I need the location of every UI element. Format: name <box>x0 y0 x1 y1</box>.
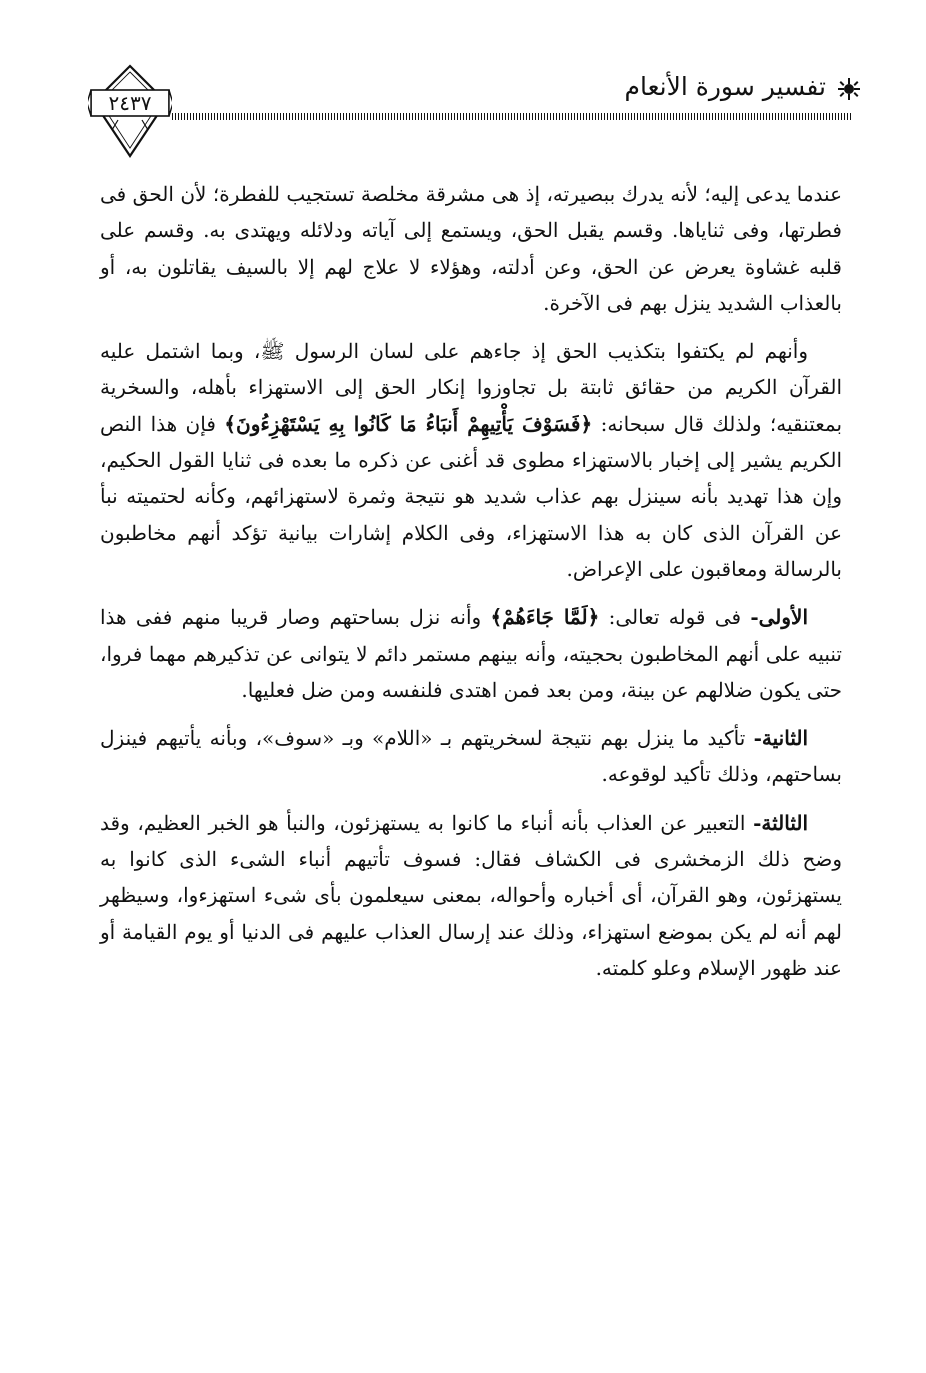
page-number-badge <box>88 60 172 170</box>
page-header <box>88 60 860 170</box>
paragraph-second-point: الثانية- تأكيد ما ينزل بهم نتيجة لسخريتهم بـ «اللام» وبـ «سوف»، وبأنه يأتيهم فينزل بساحتهم، وذلك تأكيد لوقوعه. <box>100 726 842 787</box>
paragraph-first-point: الأولى- فى قوله تعالى: ﴿لَمَّا جَاءَهُمْ﴾ وأنه نزل بساحتهم وصار قريبا منهم ففى هذا تنبيه على أنهم المخاطبون بحجيته، وأنه بينهم مستمر دائم لا يتوانى عن تذكيرهم مهما فروا، حتى يكون ضلالهم عن بينة، ومن بعد فمن اهتدى فلنفسه ومن ضل فعليها. <box>100 605 842 702</box>
page-body <box>100 176 842 998</box>
header-rule <box>172 113 852 120</box>
point-lead: الثانية- <box>753 726 808 751</box>
paragraph-1: عندما يدعى إليه؛ لأنه يدرك ببصيرته، إذ هى مشرقة مخلصة تستجيب للفطرة؛ لأن الحق فى فطرتها، وفى ثناياها. وقسم يقبل الحق، ويستمع إلى آياته ودلائله ويهتدى به. وقسم على قلبه غشاوة يعرض عن الحق، وعن أدلته، وهؤلاء لا علاج لهم إلا بالسيف يقاتلون به، أو بالعذاب الشديد ينزل بهم فى الآخرة. <box>100 182 842 315</box>
page-number: ٢٤٣٧ <box>108 91 152 115</box>
flower-ornament-icon <box>838 78 860 100</box>
point-lead: الثالثة- <box>753 810 809 835</box>
paragraph-third-point: الثالثة- التعبير عن العذاب بأنه أنباء ما كانوا به يستهزئون، والنبأ هو الخبر العظيم، وقد وضح ذلك الزمخشرى فى الكشاف فقال: فسوف تأتيهم أنباء الشىء الذى كانوا به يستهزئون، وهو القرآن، أى أخباره وأحواله، بمعنى سيعلمون بأى شىء استهزءوا، وسيظهر لهم أنه لم يكن بموضع استهزاء، وذلك عند إرسال العذاب عليهم فى الدنيا أو يوم القيامة أو عند ظهور الإسلام وعلو كلمته. <box>100 810 842 980</box>
quran-quote: ﴿لَمَّا جَاءَهُمْ﴾ <box>490 605 600 630</box>
paragraph-2: وأنهم لم يكتفوا بتكذيب الحق إذ جاءهم على لسان الرسول ﷺ، وبما اشتمل عليه القرآن الكريم من حقائق ثابتة بل تجاوزوا إنكار الحق إلى الاستهزاء بأهله، والسخرية بمعتنقيه؛ ولذلك قال سبحانه: ﴿فَسَوْفَ يَأْتِيهِمْ أَنبَاءُ مَا كَانُوا بِهِ يَسْتَهْزِءُونَ﴾ فإن هذا النص الكريم يشير إلى إخبار بالاستهزاء مطوى قد أغنى عن ذكره ما بعده فى ثنايا القول الحكيم، وإن هذا تهديد بأنه سينزل بهم عذاب شديد هو نتيجة وثمرة لاستهزائهم، وكأنه لحتميته نبأ عن القرآن الذى كان به هذا الاستهزاء، وفى الكلام إشارات بيانية تؤكد أنهم مخاطبون بالرسالة ومعاقبون على الإعراض. <box>100 339 843 581</box>
quran-quote: ﴿فَسَوْفَ يَأْتِيهِمْ أَنبَاءُ مَا كَانُوا بِهِ يَسْتَهْزِءُونَ﴾ <box>224 411 593 436</box>
running-title: تفسير سورة الأنعام <box>624 72 826 101</box>
point-lead: الأولى- <box>750 605 808 630</box>
